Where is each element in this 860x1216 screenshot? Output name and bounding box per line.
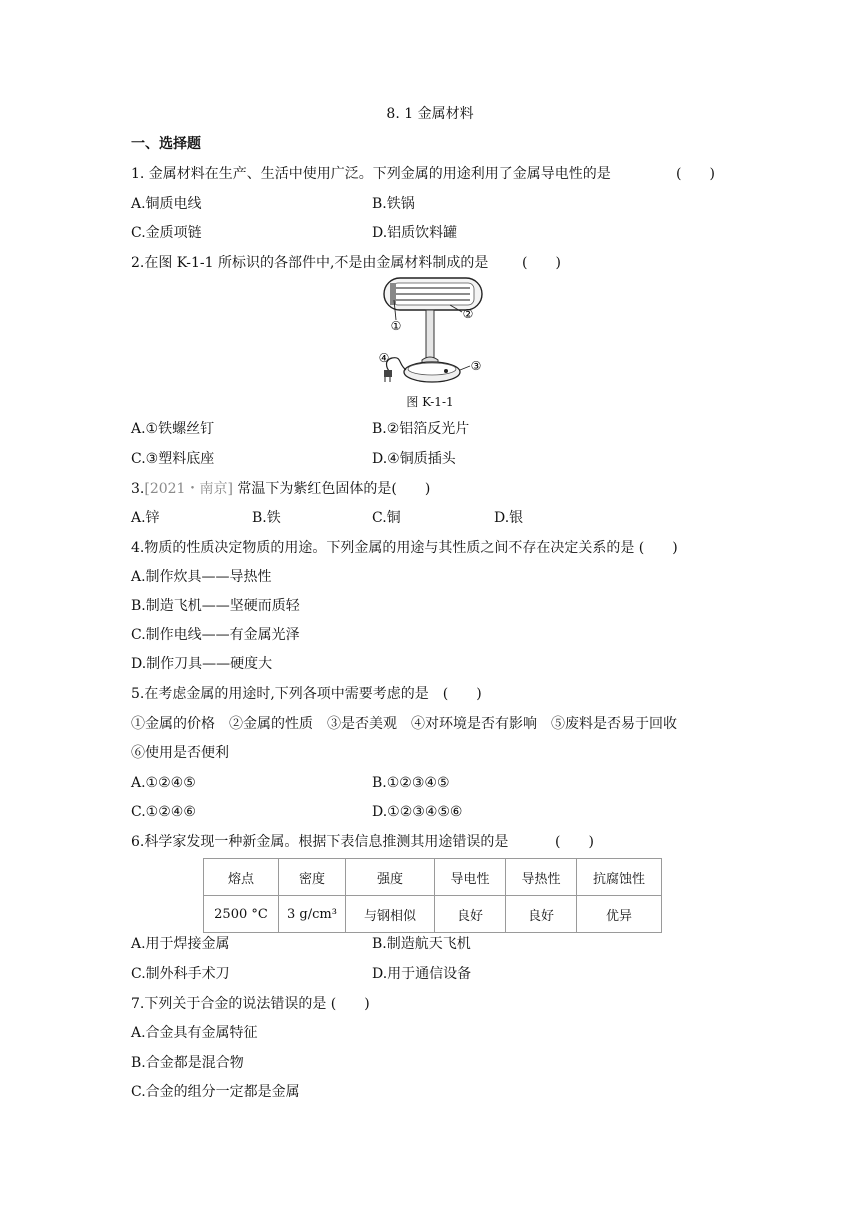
table-header-cell: 密度 (279, 859, 346, 896)
question-4-option-b: B.制造飞机——坚硬而质轻 (131, 598, 300, 614)
question-3-stem-line (131, 480, 430, 498)
page-title: 8. 1 金属材料 (386, 106, 474, 122)
question-3-option-b: B.铁 (252, 510, 281, 526)
question-2-option-b: B.②铝箔反光片 (372, 421, 470, 437)
question-3-number: 3. (131, 481, 145, 497)
question-7-option-b: B.合金都是混合物 (131, 1055, 244, 1071)
question-7-option-c: C.合金的组分一定都是金属 (131, 1084, 300, 1100)
question-3-option-c: C.铜 (372, 510, 401, 526)
question-1-option-d: D.铝质饮料罐 (372, 225, 458, 241)
question-5-stem: 5.在考虑金属的用途时,下列各项中需要考虑的是 ( ) (131, 686, 482, 702)
question-6-option-b: B.制造航天飞机 (372, 936, 471, 952)
question-1-stem: 1. 金属材料在生产、生活中使用广泛。下列金属的用途利用了金属导电性的是 (131, 166, 611, 182)
figure-label-2: ② (462, 307, 474, 321)
question-2-option-c: C.③塑料底座 (131, 451, 215, 467)
table-cell: 与钢相似 (346, 896, 435, 933)
question-1-option-a: A.铜质电线 (131, 196, 202, 212)
table-cell: 2500 °C (204, 896, 279, 933)
question-3-option-a: A.锌 (131, 510, 160, 526)
table-header-cell: 导热性 (506, 859, 577, 896)
table-cell: 良好 (506, 896, 577, 933)
table-header-cell: 抗腐蚀性 (577, 859, 662, 896)
table-header-row (204, 859, 662, 896)
question-6-option-d: D.用于通信设备 (372, 966, 472, 982)
table-cell: 3 g/cm³ (279, 896, 346, 933)
heater-figure (372, 272, 490, 390)
question-4-option-a: A.制作炊具——导热性 (131, 569, 272, 585)
question-6-option-c: C.制外科手术刀 (131, 966, 230, 982)
question-5-items-line-1: ①金属的价格 ②金属的性质 ③是否美观 ④对环境是否有影响 ⑤废料是否易于回收 (131, 716, 677, 732)
question-5-option-b: B.①②③④⑤ (372, 775, 450, 791)
question-1-option-c: C.金质项链 (131, 225, 202, 241)
figure-caption: 图 K-1-1 (406, 395, 454, 409)
figure-label-1: ① (390, 319, 402, 333)
table-cell: 良好 (435, 896, 506, 933)
question-5-option-c: C.①②④⑥ (131, 804, 196, 820)
question-3-option-d: D.银 (494, 510, 524, 526)
question-6-stem: 6.科学家发现一种新金属。根据下表信息推测其用途错误的是 (131, 834, 509, 850)
question-4-option-d: D.制作刀具——硬度大 (131, 656, 273, 672)
figure-label-3: ③ (470, 359, 482, 373)
question-1-answer-paren: ( ) (676, 166, 715, 182)
section-heading: 一、选择题 (131, 136, 201, 152)
question-5-items-line-2: ⑥使用是否便利 (131, 745, 229, 761)
table-row (204, 896, 662, 933)
metal-properties-table (203, 858, 662, 933)
question-7-option-a: A.合金具有金属特征 (131, 1025, 258, 1041)
question-4-stem: 4.物质的性质决定物质的用途。下列金属的用途与其性质之间不存在决定关系的是 ( ) (131, 540, 678, 556)
question-2-option-d: D.④铜质插头 (372, 451, 456, 467)
figure-label-4: ④ (378, 351, 390, 365)
question-2-option-a: A.①铁螺丝钉 (131, 421, 215, 437)
table-cell: 优异 (577, 896, 662, 933)
table-header-cell: 强度 (346, 859, 435, 896)
question-6-answer-paren: ( ) (555, 834, 594, 850)
question-5-option-a: A.①②④⑤ (131, 775, 196, 791)
table-header-cell: 熔点 (204, 859, 279, 896)
question-4-option-c: C.制作电线——有金属光泽 (131, 627, 300, 643)
question-2-stem: 2.在图 K-1-1 所标识的各部件中,不是由金属材料制成的是 (131, 255, 489, 271)
question-6-option-a: A.用于焊接金属 (131, 936, 230, 952)
question-3-stem: 常温下为紫红色固体的是( ) (232, 481, 431, 497)
question-5-option-d: D.①②③④⑤⑥ (372, 804, 463, 820)
question-2-answer-paren: ( ) (522, 255, 561, 271)
question-1-option-b: B.铁锅 (372, 196, 415, 212)
table-header-cell: 导电性 (435, 859, 506, 896)
question-7-stem: 7.下列关于合金的说法错误的是 ( ) (131, 996, 370, 1012)
question-3-source: [2021・南京] (144, 481, 233, 497)
